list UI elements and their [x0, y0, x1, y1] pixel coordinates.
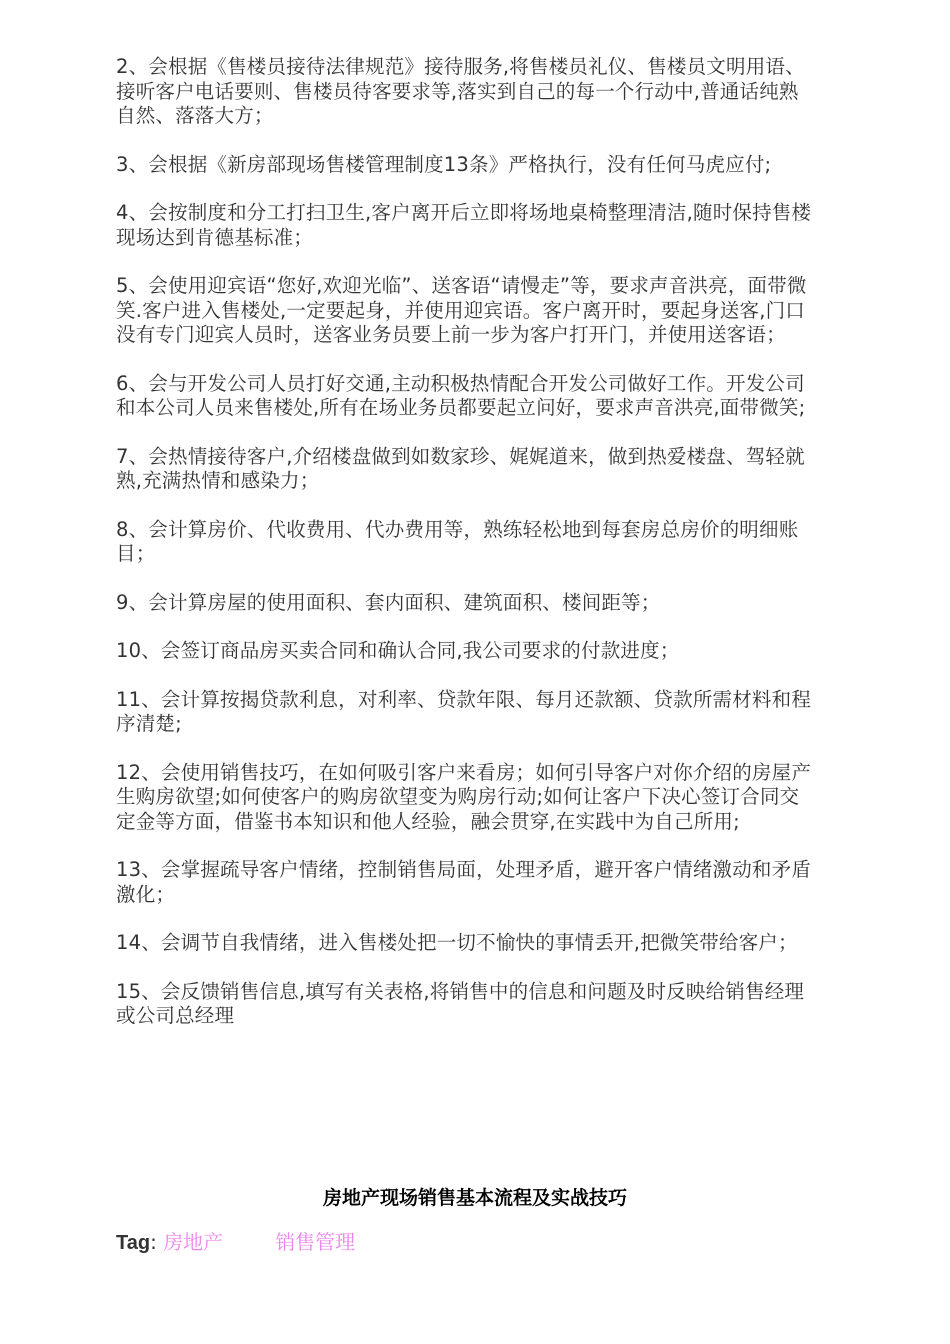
paragraph-item-6: 6、会与开发公司人员打好交通,主动积极热情配合开发公司做好工作。开发公司和本公司人员来售楼处,所有在场业务员都要起立问好，要求声音洪亮,面带微笑;: [116, 371, 806, 419]
paragraph-item-4: 4、会按制度和分工打扫卫生,客户离开后立即将场地桌椅整理清洁,随时保持售楼现场达到肯德基标准；: [116, 201, 812, 249]
paragraph-item-14: 14、会调节自我情绪，进入售楼处把一切不愉快的事情丢开,把微笑带给客户；: [116, 931, 798, 954]
paragraph-item-10: 10、会签订商品房买卖合同和确认合同,我公司要求的付款进度；: [116, 639, 680, 662]
document-body: [116, 55, 816, 1053]
paragraph-item-13: 13、会掌握疏导客户情绪，控制销售局面，处理矛盾，避开客户情绪激动和矛盾激化；: [116, 858, 812, 906]
paragraph-item-2: 2、会根据《售楼员接待法律规范》接待服务,将售楼员礼仪、售楼员文明用语、接听客户电话要则、售楼员待客要求等,落实到自己的每一个行动中,普通话纯熟自然、落落大方；: [116, 55, 805, 127]
paragraph-item-5: 5、会使用迎宾语“您好,欢迎光临”、送客语“请慢走”等，要求声音洪亮，面带微笑.客户进入售楼处,一定要起身，并使用迎宾语。客户离开时，要起身送客,门口没有专门迎宾人员时，送客业务员要上前一步为客户打开门，并使用送客语；: [116, 274, 807, 346]
tag-separator: :: [150, 1230, 164, 1254]
tag-link-sales-management[interactable]: 销售管理: [275, 1230, 356, 1254]
tag-label: [116, 1230, 163, 1254]
paragraph-item-12: 12、会使用销售技巧，在如何吸引客户来看房；如何引导客户对你介绍的房屋产生购房欲望;如何使客户的购房欲望变为购房行动;如何让客户下决心签订合同交定金等方面，借鉴书本知识和他人经验，融会贯穿,在实践中为自己所用;: [116, 760, 812, 833]
paragraph-item-15: 15、会反馈销售信息,填写有关表格,将销售中的信息和问题及时反映给销售经理或公司总经理: [116, 979, 805, 1027]
tag-link-real-estate[interactable]: 房地产: [163, 1230, 224, 1254]
tag-label-text: Tag: [116, 1232, 151, 1254]
tag-row: [116, 1228, 355, 1257]
paragraph-item-3: 3、会根据《新房部现场售楼管理制度13条》严格执行，没有任何马虎应付;: [116, 152, 772, 176]
paragraph-item-8: 8、会计算房价、代收费用、代办费用等，熟练轻松地到每套房总房价的明细账目；: [116, 517, 799, 565]
paragraph-item-9: 9、会计算房屋的使用面积、套内面积、建筑面积、楼间距等；: [116, 590, 661, 614]
paragraph-item-7: 7、会热情接待客户,介绍楼盘做到如数家珍、娓娓道来，做到热爱楼盘、驾轻就熟,充满热情和感染力；: [116, 444, 805, 492]
article-title: 房地产现场销售基本流程及实战技巧: [322, 1187, 627, 1209]
paragraph-item-11: 11、会计算按揭贷款利息，对利率、贷款年限、每月还款额、贷款所需材料和程序清楚;: [116, 687, 812, 735]
